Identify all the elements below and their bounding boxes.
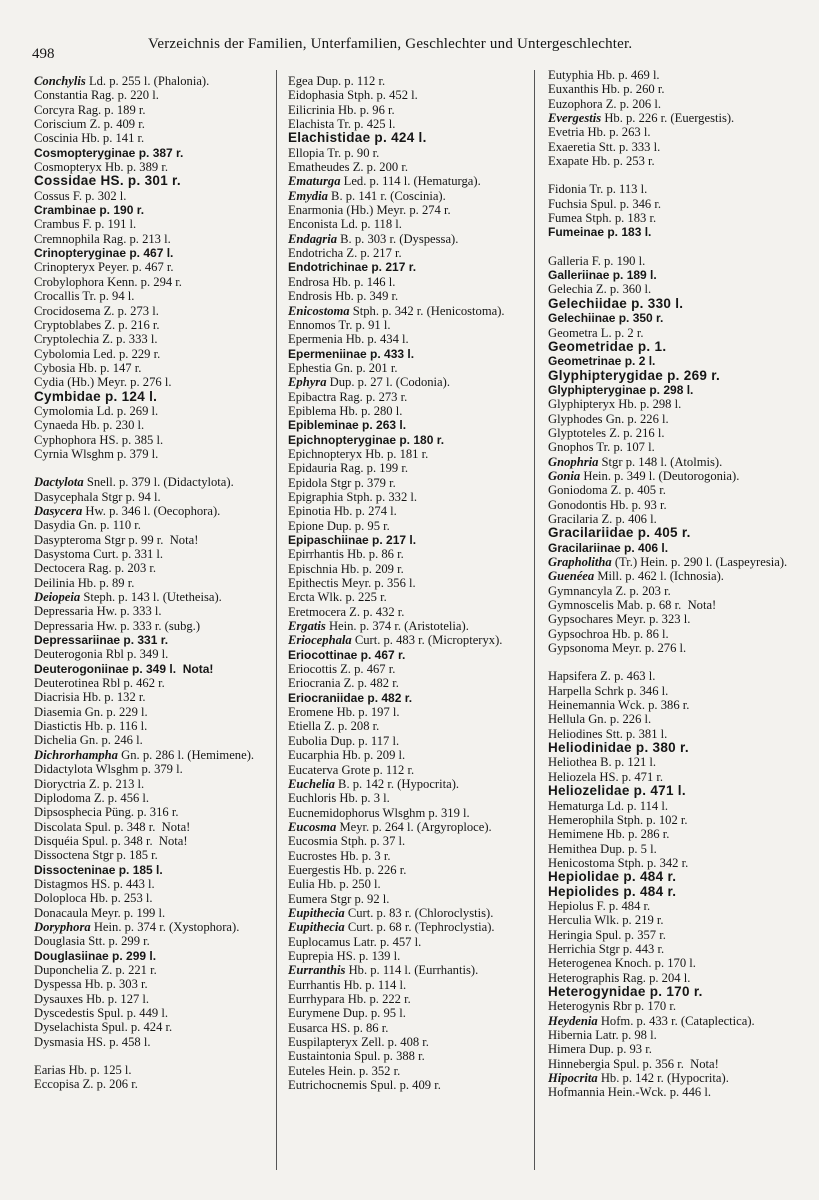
index-entry: Dasypteroma Stgr p. 99 r. Nota! xyxy=(34,532,199,547)
index-entry: Dyspessa Hb. p. 303 r. xyxy=(34,977,148,992)
index-entry: Geometra L. p. 2 r. xyxy=(548,325,644,340)
index-entry: Hellula Gn. p. 226 l. xyxy=(548,712,652,727)
index-entry: Depressariinae p. 331 r. xyxy=(34,633,169,648)
index-entry: Epichnopteryginae p. 180 r. xyxy=(288,432,445,447)
index-column-3 xyxy=(548,68,800,1100)
index-entry xyxy=(548,469,800,483)
index-entry: Harpella Schrk p. 346 l. xyxy=(548,683,669,698)
index-entry: Cosmopteryginae p. 387 r. xyxy=(34,145,184,160)
entry-reference: B. p. 303 r. (Dyspessa). xyxy=(337,231,459,246)
index-entry: Epidauria Rag. p. 199 r. xyxy=(288,461,408,476)
index-entry: Dipsosphecia Püng. p. 316 r. xyxy=(34,805,179,820)
index-entry: Cybolomia Led. p. 229 r. xyxy=(34,346,161,361)
index-entry: Dyselachista Spul. p. 424 r. xyxy=(34,1020,173,1035)
index-entry: Epichnopteryx Hb. p. 181 r. xyxy=(288,446,429,461)
index-entry: Eriocraniidae p. 482 r. xyxy=(288,690,413,705)
index-entry: Evetria Hb. p. 263 l. xyxy=(548,125,651,140)
index-entry: Enconista Ld. p. 118 l. xyxy=(288,217,402,232)
entry-genus-name: Hipocrita xyxy=(548,1071,598,1086)
index-entry: Dissoctena Stgr p. 185 r. xyxy=(34,848,158,863)
index-entry xyxy=(548,569,800,583)
entry-reference: Hein. p. 374 r. (Xystophora). xyxy=(90,919,240,934)
index-entry: Endrosa Hb. p. 146 l. xyxy=(288,274,396,289)
index-entry xyxy=(34,74,282,88)
entry-reference: Hb. p. 142 r. (Hypocrita). xyxy=(597,1071,729,1086)
index-entry: Eurrhantis Hb. p. 114 l. xyxy=(288,977,407,992)
index-entry: Euplocamus Latr. p. 457 l. xyxy=(288,934,422,949)
index-entry: Crambinae p. 190 r. xyxy=(34,203,145,218)
index-entry xyxy=(288,820,526,834)
entry-reference: Hein. p. 349 l. (Deutorogonia). xyxy=(580,468,740,483)
index-entry xyxy=(548,1071,800,1085)
index-entry: Cymolomia Ld. p. 269 l. xyxy=(34,403,159,418)
index-entry: Doloploca Hb. p. 253 l. xyxy=(34,891,153,906)
index-entry: Gelechia Z. p. 360 l. xyxy=(548,282,652,297)
index-entry: Epipaschiinae p. 217 l. xyxy=(288,533,417,547)
index-entry: Euergestis Hb. p. 226 r. xyxy=(288,862,407,877)
index-entry xyxy=(288,189,526,203)
entry-genus-name: Conchylis xyxy=(34,74,86,88)
index-entry: Euxanthis Hb. p. 260 r. xyxy=(548,82,665,97)
entry-reference: Stgr p. 148 l. (Atolmis). xyxy=(598,454,723,469)
index-entry: Eidophasia Stph. p. 452 l. xyxy=(288,88,418,103)
index-entry: Depressaria Hw. p. 333 r. (subg.) xyxy=(34,618,201,633)
index-entry: Glyptoteles Z. p. 216 l. xyxy=(548,425,665,440)
entry-genus-name: Endagria xyxy=(288,231,337,246)
index-entry: Epermeniinae p. 433 l. xyxy=(288,346,415,361)
index-entry: Hemithea Dup. p. 5 l. xyxy=(548,841,657,856)
index-entry: Gymnancyla Z. p. 203 r. xyxy=(548,583,671,598)
index-entry: Eriocottis Z. p. 467 r. xyxy=(288,662,396,677)
index-entry: Hapsifera Z. p. 463 l. xyxy=(548,669,656,684)
index-entry: Eurymene Dup. p. 95 l. xyxy=(288,1006,406,1021)
index-entry xyxy=(548,455,800,469)
entry-genus-name: Gnophria xyxy=(548,454,599,469)
entry-reference: Hofm. p. 433 r. (Cataplectica). xyxy=(597,1013,755,1028)
index-entry: Glyphipteryx Hb. p. 298 l. xyxy=(548,397,682,412)
index-entry: Euteles Hein. p. 352 r. xyxy=(288,1063,401,1078)
index-entry: Eriocrania Z. p. 482 r. xyxy=(288,676,399,691)
index-entry: Diastictis Hb. p. 116 l. xyxy=(34,719,148,734)
index-entry: Hepiolidae p. 484 r. xyxy=(548,869,677,885)
index-entry: Euspilapteryx Zell. p. 408 r. xyxy=(288,1035,429,1050)
index-entry: Galleriinae p. 189 l. xyxy=(548,268,657,283)
index-entry: Douglasia Stt. p. 299 r. xyxy=(34,934,150,949)
index-entry: Epione Dup. p. 95 r. xyxy=(288,518,390,533)
index-entry: Distagmos HS. p. 443 l. xyxy=(34,876,155,891)
index-entry: Endotricha Z. p. 217 r. xyxy=(288,246,402,261)
index-entry: Deuterogoniinae p. 349 l. Nota! xyxy=(34,661,214,676)
entry-genus-name: Ephyra xyxy=(288,375,327,390)
index-entry: Cryptoblabes Z. p. 216 r. xyxy=(34,317,160,332)
entry-genus-name: Dactylota xyxy=(34,475,84,490)
index-entry: Eriocottinae p. 467 r. xyxy=(288,647,406,662)
index-entry: Exaeretia Stt. p. 333 l. xyxy=(548,139,661,154)
entry-reference: Snell. p. 379 l. (Didactylota). xyxy=(83,475,234,490)
index-entry: Herrichia Stgr p. 443 r. xyxy=(548,941,665,956)
entry-genus-name: Dichrorhampha xyxy=(34,747,118,762)
index-entry: Heliodinidae p. 380 r. xyxy=(548,740,689,756)
index-entry xyxy=(34,590,282,604)
index-entry: Dectocera Rag. p. 203 r. xyxy=(34,561,157,576)
index-entry: Hemerophila Stph. p. 102 r. xyxy=(548,812,688,827)
entry-reference: Hb. p. 114 l. (Eurrhantis). xyxy=(345,963,479,978)
index-entry: Gypsochares Meyr. p. 323 l. xyxy=(548,612,691,627)
index-entry: Dasycephala Stgr p. 94 l. xyxy=(34,489,161,504)
index-entry: Eucarphia Hb. p. 209 l. xyxy=(288,748,406,763)
index-entry: Henicostoma Stph. p. 342 r. xyxy=(548,855,689,870)
entry-genus-name: Enicostoma xyxy=(288,303,350,318)
index-entry xyxy=(288,777,526,791)
entry-reference: Curt. p. 83 r. (Chloroclystis). xyxy=(344,905,494,920)
index-entry: Hemimene Hb. p. 286 r. xyxy=(548,827,670,842)
index-entry: Heliozelidae p. 471 l. xyxy=(548,783,686,799)
entry-reference: Stph. p. 342 r. (Henicostoma). xyxy=(349,303,505,318)
index-entry: Etiella Z. p. 208 r. xyxy=(288,719,380,734)
index-entry: Crobylophora Kenn. p. 294 r. xyxy=(34,274,182,289)
index-entry: Eulia Hb. p. 250 l. xyxy=(288,877,381,892)
entry-reference: (Tr.) Hein. p. 290 l. (Laspeyresia). xyxy=(611,555,788,569)
index-entry: Heterographis Rag. p. 204 l. xyxy=(548,970,691,985)
index-entry: Goniodoma Z. p. 405 r. xyxy=(548,483,666,498)
index-entry: Eumera Stgr p. 92 l. xyxy=(288,891,390,906)
index-entry: Hematurga Ld. p. 114 l. xyxy=(548,798,668,813)
index-entry: Glyphipterygidae p. 269 r. xyxy=(548,367,721,383)
entry-reference: Curt. p. 68 r. (Tephroclystia). xyxy=(344,920,495,935)
index-entry: Deuterotinea Rbl p. 462 r. xyxy=(34,676,165,691)
index-entry: Eccopisa Z. p. 206 r. xyxy=(34,1077,138,1092)
index-entry: Crambus F. p. 191 l. xyxy=(34,217,137,232)
index-entry: Geometridae p. 1. xyxy=(548,338,667,354)
entry-reference: Steph. p. 143 l. (Utetheisa). xyxy=(80,590,222,605)
index-entry: Eretmocera Z. p. 432 r. xyxy=(288,604,405,619)
index-entry: Cyphophora HS. p. 385 l. xyxy=(34,432,164,447)
index-entry: Dyscedestis Spul. p. 449 l. xyxy=(34,1006,168,1020)
index-entry: Eustaintonia Spul. p. 388 r. xyxy=(288,1049,425,1064)
entry-reference: Dup. p. 27 l. (Codonia). xyxy=(326,375,450,390)
index-entry: Coriscium Z. p. 409 r. xyxy=(34,117,145,132)
index-entry: Heliothea B. p. 121 l. xyxy=(548,755,657,770)
entry-genus-name: Eupithecia xyxy=(288,920,345,935)
index-entry: Didactylota Wlsghm p. 379 l. xyxy=(34,762,183,777)
index-entry: Diasemia Gn. p. 229 l. xyxy=(34,704,148,719)
index-entry: Cosmopteryx Hb. p. 389 r. xyxy=(34,160,168,175)
entry-reference: Gn. p. 286 l. (Hemimene). xyxy=(117,747,255,762)
index-entry: Herculia Wlk. p. 219 r. xyxy=(548,913,664,928)
index-entry: Hepiolides p. 484 r. xyxy=(548,883,677,899)
index-entry: Dissocteninae p. 185 l. xyxy=(34,862,163,877)
entry-genus-name: Dasycera xyxy=(34,503,83,518)
index-entry: Corcyra Rag. p. 189 r. xyxy=(34,102,146,117)
entry-reference: Hw. p. 346 l. (Oecophora). xyxy=(82,503,221,518)
entry-reference: B. p. 141 r. (Coscinia). xyxy=(327,188,446,203)
entry-reference: Led. p. 114 l. (Hematurga). xyxy=(340,174,481,189)
index-entry: Heinemannia Wck. p. 386 r. xyxy=(548,698,690,713)
index-entry: Hofmannia Hein.-Wck. p. 446 l. xyxy=(548,1085,711,1100)
entry-genus-name: Euchelia xyxy=(288,776,335,791)
index-entry: Ennomos Tr. p. 91 l. xyxy=(288,317,391,332)
index-entry xyxy=(288,174,526,188)
index-entry: Gnophos Tr. p. 107 l. xyxy=(548,440,655,455)
entry-genus-name: Emydia xyxy=(288,188,328,203)
index-entry: Donacaula Meyr. p. 199 l. xyxy=(34,905,166,920)
index-entry xyxy=(34,748,282,762)
entry-genus-name: Eurranthis xyxy=(288,963,346,978)
index-entry xyxy=(288,963,526,977)
index-entry: Gypsonoma Meyr. p. 276 l. xyxy=(548,641,687,656)
index-entry: Douglasiinae p. 299 l. xyxy=(34,948,157,963)
index-entry: Euprepia HS. p. 139 l. xyxy=(288,948,401,963)
index-entry: Coscinia Hb. p. 141 r. xyxy=(34,131,145,146)
index-entry xyxy=(288,906,526,920)
index-entry: Epermenia Hb. p. 434 l. xyxy=(288,332,409,347)
index-entry: Dysmasia HS. p. 458 l. xyxy=(34,1034,151,1049)
index-entry xyxy=(548,111,800,125)
index-entry: Eucosmia Stph. p. 37 l. xyxy=(288,834,406,849)
index-entry: Epidola Stgr p. 379 r. xyxy=(288,475,396,490)
index-entry: Endotrichinae p. 217 r. xyxy=(288,260,417,275)
entry-reference: Meyr. p. 264 l. (Argyroploce). xyxy=(336,819,492,834)
index-entry: Exapate Hb. p. 253 r. xyxy=(548,154,655,169)
index-entry: Cybosia Hb. p. 147 r. xyxy=(34,360,142,375)
index-entry: Epischnia Hb. p. 209 r. xyxy=(288,561,404,576)
index-entry: Eutrichocnemis Spul. p. 409 r. xyxy=(288,1078,441,1093)
entry-reference: Curt. p. 483 r. (Micropteryx). xyxy=(351,633,503,648)
index-entry: Fumeinae p. 183 l. xyxy=(548,225,652,240)
entry-reference: Hb. p. 226 r. (Euergestis). xyxy=(601,111,735,126)
index-entry: Duponchelia Z. p. 221 r. xyxy=(34,962,157,977)
index-entry xyxy=(34,475,282,489)
entry-genus-name: Ergatis xyxy=(288,619,326,634)
column-divider-2 xyxy=(534,70,535,1170)
index-entry: Hinnebergia Spul. p. 356 r. Nota! xyxy=(548,1056,719,1071)
index-entry: Cryptolechia Z. p. 333 l. xyxy=(34,332,158,347)
index-entry: Hibernia Latr. p. 98 l. xyxy=(548,1028,657,1042)
index-entry: Eilicrinia Hb. p. 96 r. xyxy=(288,102,395,117)
index-entry: Elachista Tr. p. 425 l. xyxy=(288,117,396,132)
index-entry: Eubolia Dup. p. 117 l. xyxy=(288,733,400,748)
index-entry: Enarmonia (Hb.) Meyr. p. 274 r. xyxy=(288,203,451,218)
index-entry: Heliozela HS. p. 471 r. xyxy=(548,769,664,784)
index-entry xyxy=(288,619,526,633)
index-entry: Cremnophila Rag. p. 213 l. xyxy=(34,231,171,246)
index-entry: Glyphodes Gn. p. 226 l. xyxy=(548,411,669,426)
entry-genus-name: Deiopeia xyxy=(34,590,81,605)
index-entry xyxy=(288,633,526,647)
index-entry: Hepiolus F. p. 484 r. xyxy=(548,898,651,913)
entry-genus-name: Ematurga xyxy=(288,174,341,189)
entry-reference: Ld. p. 255 l. (Phalonia). xyxy=(85,74,210,88)
index-entry: Discolata Spul. p. 348 r. Nota! xyxy=(34,819,191,834)
index-entry: Gypsochroa Hb. p. 86 l. xyxy=(548,626,669,641)
entry-genus-name: Eucosma xyxy=(288,819,337,834)
index-entry: Eucaterva Grote p. 112 r. xyxy=(288,762,415,777)
index-entry: Gelechiidae p. 330 l. xyxy=(548,295,684,311)
entry-reference: B. p. 142 r. (Hypocrita). xyxy=(334,776,460,791)
index-entry: Crinopteryx Peyer. p. 467 r. xyxy=(34,260,174,275)
index-entry: Deilinia Hb. p. 89 r. xyxy=(34,575,135,590)
entry-genus-name: Gonia xyxy=(548,468,581,483)
page-number: 498 xyxy=(32,46,55,62)
index-entry: Depressaria Hw. p. 333 l. xyxy=(34,604,162,619)
index-entry: Epiblema Hb. p. 280 l. xyxy=(288,403,403,418)
index-entry: Gracilariinae p. 406 l. xyxy=(548,540,669,555)
index-entry: Heliodines Stt. p. 381 l. xyxy=(548,726,668,741)
index-entry: Deuterogonia Rbl p. 349 l. xyxy=(34,647,169,662)
index-entry: Fidonia Tr. p. 113 l. xyxy=(548,182,648,197)
index-entry: Heterogynis Rbr p. 170 r. xyxy=(548,999,677,1014)
entry-reference: Hein. p. 374 r. (Aristotelia). xyxy=(325,619,469,634)
index-entry: Ellopia Tr. p. 90 r. xyxy=(288,145,380,160)
page-header xyxy=(30,34,790,62)
index-entry: Eurrhypara Hb. p. 222 r. xyxy=(288,992,411,1006)
index-entry: Heterogenea Knoch. p. 170 l. xyxy=(548,956,696,971)
index-entry: Cynaeda Hb. p. 230 l. xyxy=(34,418,145,433)
index-entry: Euchloris Hb. p. 3 l. xyxy=(288,791,390,806)
index-entry: Ephestia Gn. p. 201 r. xyxy=(288,360,398,375)
index-entry xyxy=(548,555,800,569)
entry-genus-name: Eriocephala xyxy=(288,633,352,648)
index-entry xyxy=(34,504,282,518)
entry-genus-name: Heydenia xyxy=(548,1013,598,1028)
index-entry: Euzophora Z. p. 206 l. xyxy=(548,96,661,111)
index-entry: Himera Dup. p. 93 r. xyxy=(548,1042,652,1057)
index-entry xyxy=(34,920,282,934)
index-entry: Crocidosema Z. p. 273 l. xyxy=(34,303,159,318)
index-entry xyxy=(288,304,526,318)
index-entry: Dioryctria Z. p. 213 l. xyxy=(34,776,145,791)
index-entry: Cossidae HS. p. 301 r. xyxy=(34,173,181,189)
index-entry: Epirrhantis Hb. p. 86 r. xyxy=(288,547,404,562)
index-entry: Dichelia Gn. p. 246 l. xyxy=(34,733,143,748)
index-entry: Epithectis Meyr. p. 356 l. xyxy=(288,576,416,591)
index-entry: Dasydia Gn. p. 110 r. xyxy=(34,518,141,533)
index-entry: Eucnemidophorus Wlsghm p. 319 l. xyxy=(288,805,470,820)
index-entry: Epigraphia Stph. p. 332 l. xyxy=(288,489,418,504)
index-entry: Heterogynidae p. 170 r. xyxy=(548,983,703,999)
index-entry: Cossus F. p. 302 l. xyxy=(34,188,127,203)
index-entry: Geometrinae p. 2 l. xyxy=(548,354,656,369)
index-entry: Glyphipteryginae p. 298 l. xyxy=(548,382,694,397)
index-entry: Galleria F. p. 190 l. xyxy=(548,253,646,268)
index-entry: Dysauxes Hb. p. 127 l. xyxy=(34,991,150,1006)
index-entry: Diacrisia Hb. p. 132 r. xyxy=(34,690,146,705)
entry-reference: Mill. p. 462 l. (Ichnosia). xyxy=(594,569,724,584)
index-entry xyxy=(288,232,526,246)
index-entry: Constantia Rag. p. 220 l. xyxy=(34,88,159,103)
index-entry: Cyrnia Wlsghm p. 379 l. xyxy=(34,446,159,461)
index-entry: Cydia (Hb.) Meyr. p. 276 l. xyxy=(34,375,172,390)
index-entry: Eucrostes Hb. p. 3 r. xyxy=(288,848,391,863)
index-entry: Gelechiinae p. 350 r. xyxy=(548,311,664,326)
index-entry: Eromene Hb. p. 197 l. xyxy=(288,705,400,720)
index-entry: Dasystoma Curt. p. 331 l. xyxy=(34,547,164,561)
entry-genus-name: Eupithecia xyxy=(288,905,345,920)
index-entry: Gracilariidae p. 405 r. xyxy=(548,525,691,541)
entry-genus-name: Grapholitha xyxy=(548,555,612,569)
index-entry: Epinotia Hb. p. 274 l. xyxy=(288,504,397,519)
index-entry xyxy=(288,375,526,389)
index-entry: Ematheudes Z. p. 200 r. xyxy=(288,160,408,175)
page-title: Verzeichnis der Familien, Unterfamilien, Geschlechter und Untergeschlechter. xyxy=(148,36,633,52)
index-entry: Earias Hb. p. 125 l. xyxy=(34,1063,132,1078)
index-entry: Epibactra Rag. p. 273 r. xyxy=(288,389,408,404)
index-entry: Gracilaria Z. p. 406 l. xyxy=(548,511,657,526)
index-entry: Diplodoma Z. p. 456 l. xyxy=(34,790,150,805)
index-entry: Gymnoscelis Mab. p. 68 r. Nota! xyxy=(548,598,717,613)
entry-genus-name: Doryphora xyxy=(34,919,91,934)
index-entry: Crinopteryginae p. 467 l. xyxy=(34,246,174,261)
entry-genus-name: Guenéea xyxy=(548,569,595,584)
index-entry: Epibleminae p. 263 l. xyxy=(288,418,407,433)
index-entry: Crocallis Tr. p. 94 l. xyxy=(34,289,135,304)
index-entry: Cymbidae p. 124 l. xyxy=(34,388,158,404)
index-entry: Egea Dup. p. 112 r. xyxy=(288,74,386,88)
index-entry: Fumea Stph. p. 183 r. xyxy=(548,211,657,226)
index-column-2 xyxy=(288,74,526,1092)
index-entry: Eutyphia Hb. p. 469 l. xyxy=(548,68,660,82)
index-entry: Eusarca HS. p. 86 r. xyxy=(288,1020,389,1035)
index-entry: Ercta Wlk. p. 225 r. xyxy=(288,590,387,605)
index-entry: Endrosis Hb. p. 349 r. xyxy=(288,289,399,304)
index-entry xyxy=(548,1014,800,1028)
index-entry: Elachistidae p. 424 l. xyxy=(288,130,427,146)
index-entry: Fuchsia Spul. p. 346 r. xyxy=(548,196,661,211)
index-entry xyxy=(288,920,526,934)
index-entry: Gonodontis Hb. p. 93 r. xyxy=(548,497,667,512)
index-entry: Disquéia Spul. p. 348 r. Nota! xyxy=(34,833,188,848)
entry-genus-name: Evergestis xyxy=(548,111,602,126)
index-column-1 xyxy=(34,74,282,1092)
index-entry: Heringia Spul. p. 357 r. xyxy=(548,927,666,942)
